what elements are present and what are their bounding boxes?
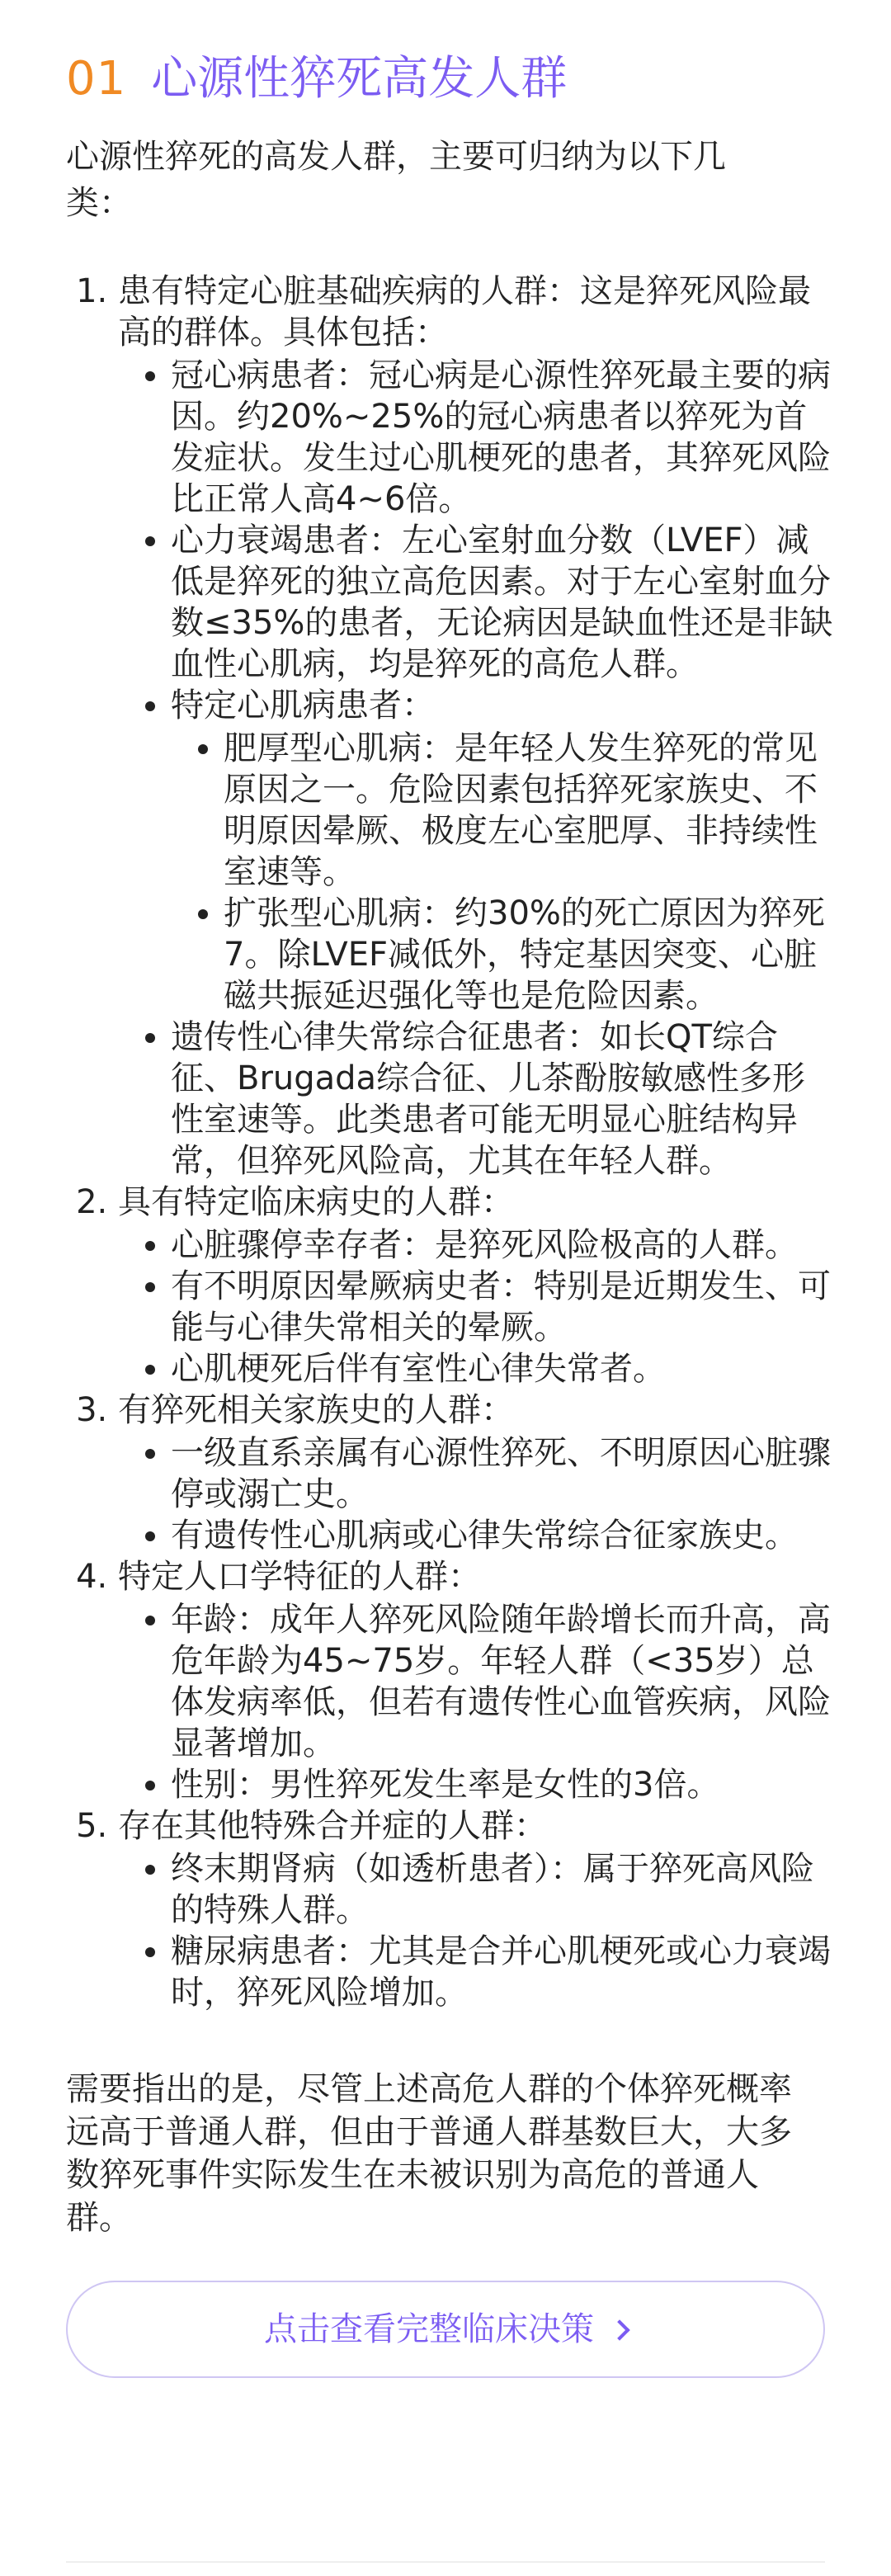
risk-subgroup-text: 冠心病患者：冠心病是心源性猝死最主要的病因。约20%~25%的冠心病患者以猝死为首发症状。发生过心肌梗死的患者，其猝死风险比正常人高4~6倍。 [171,356,831,518]
risk-group-item [118,1805,833,2013]
risk-group-item [118,271,833,1182]
risk-subgroup-text: 糖尿病患者：尤其是合并心肌梗死或心力衰竭时，猝死风险增加。 [171,1932,831,2012]
risk-subgroup-item [171,1515,833,1556]
risk-group-item [118,1182,833,1389]
risk-subgroup-list [118,1432,833,1556]
risk-subgroup-text: 性别：男性猝死发生率是女性的3倍。 [171,1766,720,1804]
risk-subgroup-item [171,1764,833,1805]
risk-subgroup-text: 终末期肾病（如透析患者）：属于猝死高风险的特殊人群。 [171,1850,814,1929]
risk-subgroup-list [118,1848,833,2013]
risk-subgroup-text: 遗传性心律失常综合征患者：如长QT综合征、Brugada综合征、儿茶酚胺敏感性多形性室速等。此类患者可能无明显心脏结构异常，但猝死风险高，尤其在年轻人群。 [171,1018,806,1180]
risk-subgroup-item [171,1432,833,1515]
risk-subgroup-text: 心力衰竭患者：左心室射血分数（LVEF）减低是猝死的独立高危因素。对于左心室射血分数≤35%的患者，无论病因是缺血性还是非缺血性心肌病，均是猝死的高危人群。 [171,521,833,683]
risk-group-label: 特定人口学特征的人群： [118,1558,481,1596]
risk-subgroup-item [171,685,833,1017]
risk-subgroup-list [118,1599,833,1805]
intro-paragraph: 心源性猝死的高发人群，主要可归纳为以下几类： [66,138,726,222]
risk-group-label: 存在其他特殊合并症的人群： [118,1807,547,1845]
risk-subgroup-item [171,520,833,685]
risk-subgroup-item [171,1266,833,1348]
cardiomyopathy-item [224,893,833,1017]
risk-subgroup-item [171,1599,833,1764]
risk-subgroup-item [171,1017,833,1182]
risk-subgroup-text: 心肌梗死后伴有室性心律失常者。 [171,1350,666,1388]
risk-subgroup-text: 特定心肌病患者： [171,686,435,724]
risk-group-label: 具有特定临床病史的人群： [118,1183,514,1221]
risk-subgroup-text: 心脏骤停幸存者：是猝死风险极高的人群。 [171,1226,798,1264]
risk-subgroup-item [171,1348,833,1389]
bottom-divider [66,2561,825,2563]
cardiomyopathy-list [171,728,833,1017]
cardiomyopathy-text: 肥厚型心肌病：是年轻人发生猝死的常见原因之一。危险因素包括猝死家族史、不明原因晕厥、极度左心室肥厚、非持续性室速等。 [224,729,818,891]
risk-group-label: 患有特定心脏基础疾病的人群：这是猝死风险最高的群体。具体包括： [118,272,811,351]
chevron-right-icon [609,2319,629,2340]
risk-subgroup-list [118,1224,833,1389]
view-full-decision-button[interactable] [66,2281,825,2378]
risk-group-item [118,1556,833,1805]
section-title: 心源性猝死高发人群 [151,52,568,106]
risk-subgroup-text: 一级直系亲属有心源性猝死、不明原因心脏骤停或溺亡史。 [171,1434,831,1513]
cardiomyopathy-item [224,728,833,893]
risk-subgroup-list [118,355,833,1182]
risk-group-item [118,1389,833,1556]
risk-subgroup-text: 有遗传性心肌病或心律失常综合征家族史。 [171,1517,798,1555]
risk-group-label: 有猝死相关家族史的人群： [118,1391,514,1429]
risk-subgroup-item [171,355,833,520]
risk-subgroup-text: 有不明原因晕厥病史者：特别是近期发生、可能与心律失常相关的晕厥。 [171,1267,831,1347]
risk-subgroup-item [171,1931,833,2013]
section-header [66,48,825,111]
risk-subgroup-item [171,1224,833,1266]
risk-group-list [66,271,833,2013]
risk-subgroup-item [171,1848,833,1931]
section-number: 01 [66,52,127,106]
outro-paragraph: 需要指出的是，尽管上述高危人群的个体猝死概率远高于普通人群，但由于普通人群基数巨大，大多数猝死事件实际发生在未被识别为高危的普通人群。 [66,2070,792,2237]
cta-label: 点击查看完整临床决策 [264,2310,594,2348]
risk-subgroup-text: 年龄：成年人猝死风险随年龄增长而升高，高危年龄为45~75岁。年轻人群（<35岁）总体发病率低，但若有遗传性心血管疾病，风险显著增加。 [171,1601,831,1762]
cardiomyopathy-text: 扩张型心肌病：约30%的死亡原因为猝死7。除LVEF减低外，特定基因突变、心脏磁共振延迟强化等也是危险因素。 [224,894,825,1015]
